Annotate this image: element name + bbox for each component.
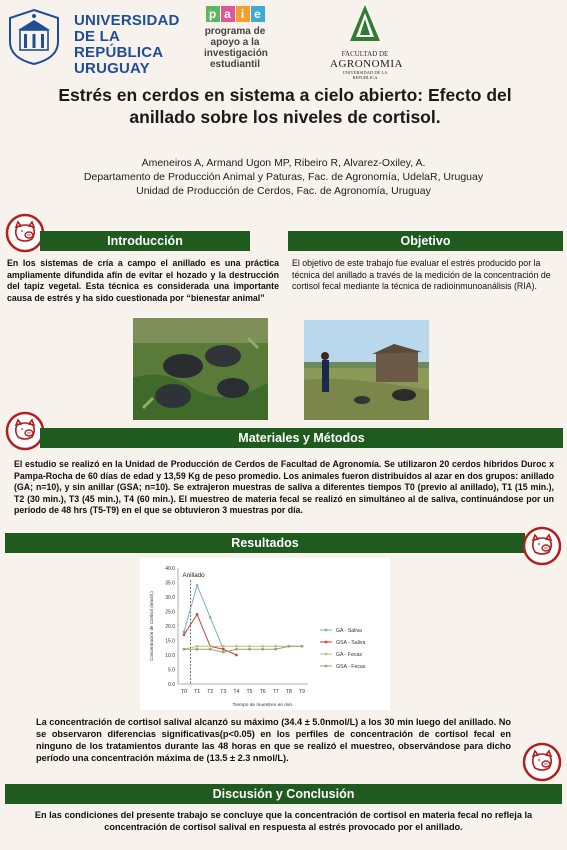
y-tick-label: 5.0 <box>168 667 175 674</box>
affiliation-line-1: Departamento de Producción Animal y Paturas, Fac. de Agronomía, UdelaR, Uruguay <box>83 171 484 183</box>
cortisol-chart-svg <box>140 558 390 710</box>
university-line-1: UNIVERSIDAD <box>74 12 180 29</box>
pig-head-icon <box>522 526 562 566</box>
agronomia-name: AGRONOMIA <box>330 58 403 70</box>
authors-block <box>20 156 547 198</box>
title-line-2: anillado sobre los niveles de cortisol. <box>129 107 441 127</box>
paie-line-2: apoyo a la <box>210 37 260 48</box>
data-point <box>196 613 198 615</box>
pig-head-icon <box>5 213 45 253</box>
data-point <box>183 634 185 636</box>
wheat-logo-icon <box>348 3 382 43</box>
data-point <box>209 616 211 618</box>
data-point <box>261 648 263 650</box>
paie-letter-p: p <box>206 6 220 22</box>
paie-line-3: investigación <box>204 48 268 59</box>
legend-label: GSA - Saliva <box>336 640 366 646</box>
data-point <box>275 648 277 650</box>
objetivo-heading: Objetivo <box>288 231 563 251</box>
x-tick-label: T9 <box>298 689 306 695</box>
cortisol-chart <box>140 558 390 710</box>
paie-line-1: programa de <box>204 26 266 37</box>
data-point <box>196 648 198 650</box>
data-point <box>235 645 237 647</box>
field-shelter-photo <box>304 320 429 420</box>
x-tick-label: T5 <box>246 689 253 695</box>
title-line-1: Estrés en cerdos en sistema a cielo abierto: Efecto del <box>58 85 512 105</box>
y-tick-label: 30.0 <box>165 595 175 601</box>
udelar-logo <box>6 6 196 77</box>
discusion-heading: Discusión y Conclusión <box>5 784 562 804</box>
objetivo-text: El objetivo de este trabajo fue evaluar el estrés producido por la técnica del anillado a través de la medición de la concentración de cortisol fecal mediante la técnica de radioinmunoanálisis (RIA). <box>292 258 551 291</box>
affiliation-line-2: Unidad de Producción de Cerdos, Fac. de Agronomía, Uruguay <box>136 185 431 197</box>
discusion-text: En las condiciones del presente trabajo se concluye que la concentración de cortisol en materia fecal no refleja la concentración de cortisol salival en respuesta al estrés provocado por el anillado. <box>34 810 533 832</box>
x-axis-label: Tiempo de muestreo en min. <box>232 703 294 708</box>
legend-marker <box>325 653 327 655</box>
data-point <box>196 645 198 647</box>
data-point <box>275 645 277 647</box>
data-point <box>301 645 303 647</box>
y-tick-label: 35.0 <box>165 580 175 587</box>
agronomia-fac: FACULTAD DE <box>341 50 389 58</box>
x-tick-label: T4 <box>233 689 240 695</box>
data-point <box>209 645 211 647</box>
data-point <box>209 648 211 650</box>
x-tick-label: T0 <box>180 689 188 695</box>
x-tick-label: T2 <box>207 689 214 695</box>
y-tick-label: 15.0 <box>165 638 175 645</box>
pig-head-icon <box>5 411 45 451</box>
paie-line-4: estudiantil <box>209 59 260 70</box>
introduccion-heading: Introducción <box>40 231 250 251</box>
y-axis-label: Concentración de Cortisol (nmol/L) <box>149 591 154 661</box>
y-tick-label: 40.0 <box>165 566 175 572</box>
x-tick-label: T6 <box>259 689 266 695</box>
data-point <box>248 648 250 650</box>
pig-head-icon <box>522 742 562 782</box>
paie-letter-i: i <box>236 6 250 22</box>
data-point <box>261 645 263 647</box>
x-tick-label: T8 <box>285 689 292 695</box>
poster-title <box>30 84 540 128</box>
y-tick-label: 0.0 <box>168 682 175 688</box>
data-point <box>222 648 224 650</box>
legend-marker <box>325 665 327 667</box>
introduccion-text: En los sistemas de cría a campo el anillado es una práctica ampliamente difundida afín de evitar el hozado y la destrucción del tapiz vegetal. Esta técnica es considerada una importante causa de estrés y ha sido cuestionada por “bienestar animal” <box>7 258 279 303</box>
authors-line: Ameneiros A, Armand Ugon MP, Ribeiro R, Alvarez-Oxiley, A. <box>141 157 426 169</box>
paie-letter-a: a <box>221 6 235 22</box>
legend-marker <box>325 641 327 643</box>
legend-label: GA - Fecas <box>336 652 362 658</box>
data-point <box>196 584 198 586</box>
legend-marker <box>325 629 327 631</box>
data-point <box>222 645 224 647</box>
university-seal-icon <box>6 8 62 66</box>
data-point <box>235 654 237 656</box>
anillado-annotation: Anillado <box>182 572 205 579</box>
x-tick-label: T3 <box>220 689 227 695</box>
agronomia-logo <box>330 3 403 80</box>
materiales-text: El estudio se realizó en la Unidad de Producción de Cerdos de Facultad de Agronomía. Se utilizaron 20 cerdos híbridos Duroc x Pampa-Rocha de 60 días de edad y 13,59 Kg de peso promedio. Los animales fueron distribuidos al azar en dos grupos: anillado (GA; n=10), y sin anillar (GSA; n=10). Se extrajeron muestras de saliva a diferentes tiempos T0 (previo al anillado), T1 (15 min.), T2 (30 min.), T3 (45 min.), T4 (60 min.). El muestreo de materia fecal se realizó en simultáneo al de saliva, continuándose por un período de 48 hrs (T5-T9) en el que se obtuvieron 3 muestras por día. <box>14 459 554 515</box>
paie-letter-e: e <box>251 6 265 22</box>
x-tick-label: T1 <box>194 689 201 695</box>
series-line-0 <box>184 585 223 649</box>
data-point <box>248 645 250 647</box>
materiales-heading: Materiales y Métodos <box>40 428 563 448</box>
x-tick-label: T7 <box>272 689 279 695</box>
y-tick-label: 20.0 <box>165 624 175 630</box>
agronomia-university: UNIVERSIDAD DE LA REPUBLICA <box>342 70 388 80</box>
data-point <box>222 651 224 653</box>
university-line-3: URUGUAY <box>74 60 150 77</box>
series-line-3 <box>184 646 302 652</box>
y-tick-label: 25.0 <box>165 609 175 616</box>
paie-logo <box>204 6 266 78</box>
pigs-grazing-photo <box>133 318 268 420</box>
data-point <box>235 648 237 650</box>
resultados-heading: Resultados <box>5 533 525 553</box>
legend-label: GSA - Fecas <box>336 664 366 670</box>
university-line-2: DE LA REPÚBLICA <box>74 28 164 61</box>
legend-label: GA - Saliva <box>336 628 362 634</box>
data-point <box>183 648 185 650</box>
resultados-text: La concentración de cortisol salival alcanzó su máximo (34.4 ± 5.0nmol/L) a los 30 min luego del anillado. No se observaron diferencias significativas(p<0.05) en los perfiles de concentración de cortisol fecal en ninguno de los tratamientos durante las 48 horas en que se realizó el muestreo, observándose para dicho período una concentración máxima de (13.5 ± 2.3 nmol/L). <box>36 717 511 763</box>
data-point <box>288 645 290 647</box>
y-tick-label: 10.0 <box>165 653 175 659</box>
